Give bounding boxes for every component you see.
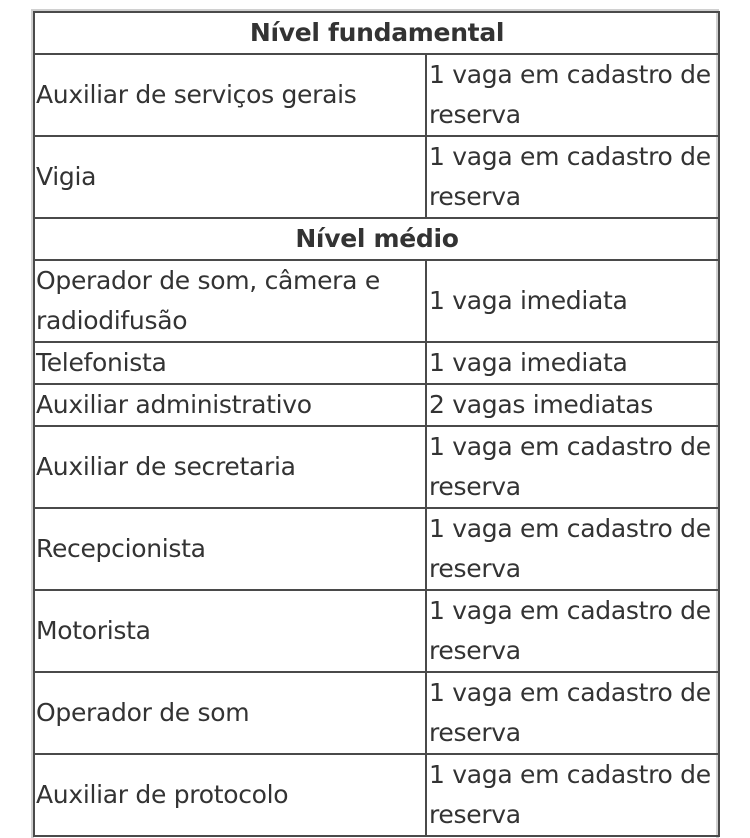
table-row — [34, 54, 719, 136]
cargo-cell: Recepcionista — [34, 508, 426, 590]
cargo-cell: Auxiliar de protocolo — [34, 754, 426, 836]
vagas-cell: 1 vaga imediata — [426, 342, 719, 384]
vagas-cell: 1 vaga em cadastro de reserva — [426, 136, 719, 218]
vagas-cell: 1 vaga imediata — [426, 260, 719, 342]
table-row — [34, 384, 719, 426]
table-row — [34, 426, 719, 508]
cargo-cell: Auxiliar administrativo — [34, 384, 426, 426]
section-header-row — [34, 12, 719, 54]
vagas-cell: 1 vaga em cadastro de reserva — [426, 426, 719, 508]
vacancies-table — [33, 11, 720, 837]
table-row — [34, 508, 719, 590]
section-title: Nível médio — [34, 218, 719, 260]
cargo-cell: Motorista — [34, 590, 426, 672]
cargo-cell: Auxiliar de secretaria — [34, 426, 426, 508]
table-row — [34, 590, 719, 672]
table-row — [34, 260, 719, 342]
vagas-cell: 2 vagas imediatas — [426, 384, 719, 426]
cargo-cell: Auxiliar de serviços gerais — [34, 54, 426, 136]
table-row — [34, 754, 719, 836]
table-row — [34, 672, 719, 754]
vagas-cell: 1 vaga em cadastro de reserva — [426, 672, 719, 754]
table-row — [34, 342, 719, 384]
cargo-cell: Vigia — [34, 136, 426, 218]
vagas-cell: 1 vaga em cadastro de reserva — [426, 54, 719, 136]
vagas-cell: 1 vaga em cadastro de reserva — [426, 754, 719, 836]
table-row — [34, 136, 719, 218]
cargo-cell: Operador de som, câmera e radiodifusão — [34, 260, 426, 342]
vagas-cell: 1 vaga em cadastro de reserva — [426, 508, 719, 590]
vagas-cell: 1 vaga em cadastro de reserva — [426, 590, 719, 672]
cargo-cell: Operador de som — [34, 672, 426, 754]
section-title: Nível fundamental — [34, 12, 719, 54]
section-header-row — [34, 218, 719, 260]
cargo-cell: Telefonista — [34, 342, 426, 384]
